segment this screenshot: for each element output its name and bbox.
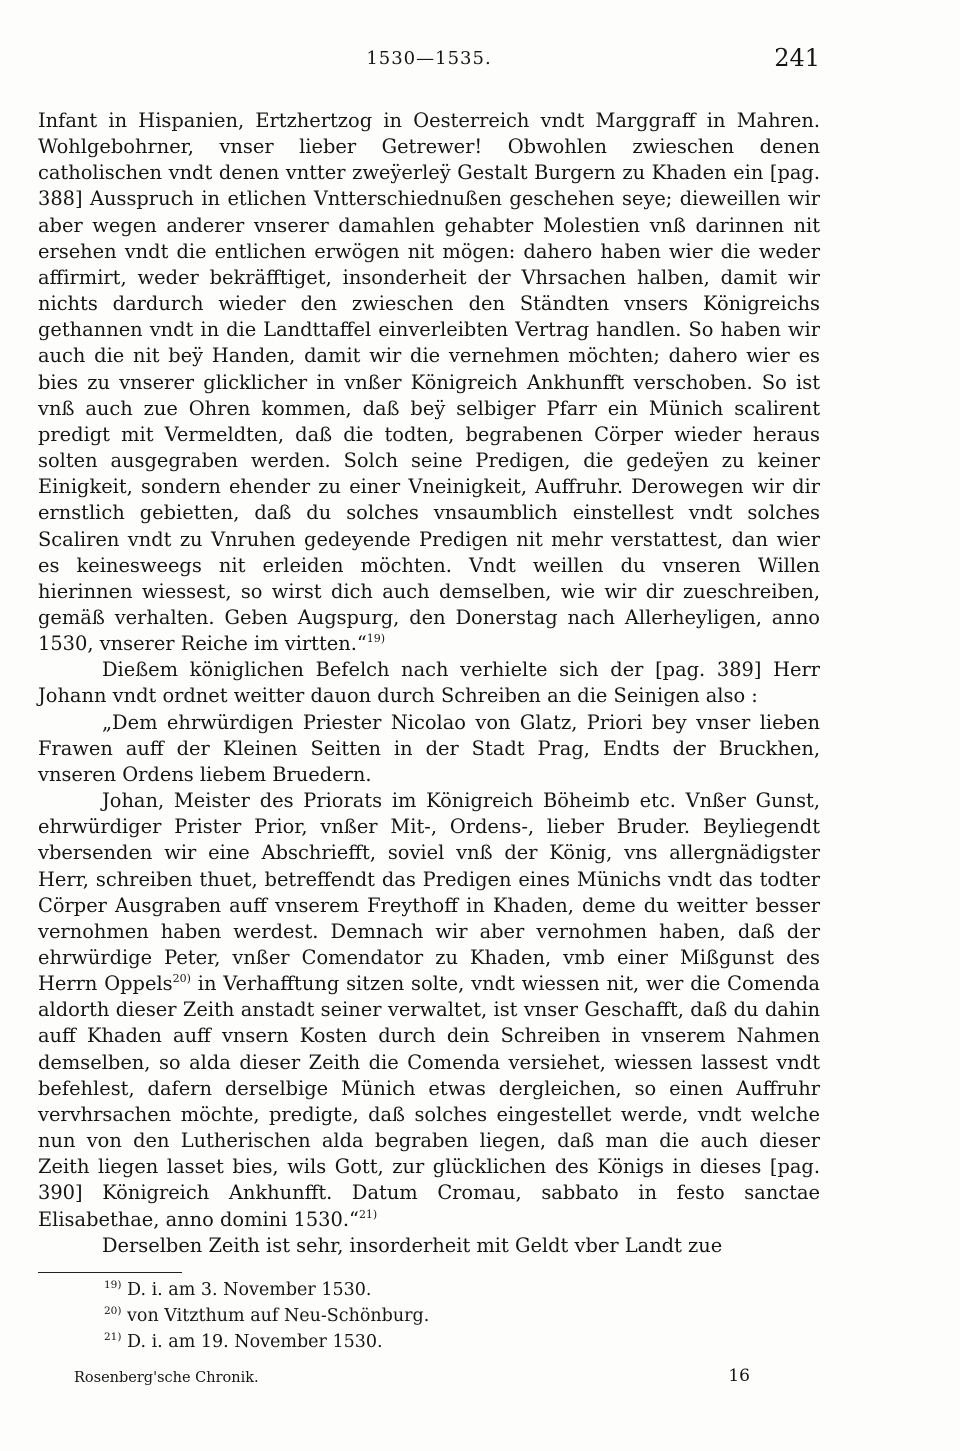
footnote-text: D. i. am 3. November 1530. — [127, 1280, 372, 1300]
footer-source: Rosenberg'sche Chronik. — [74, 1370, 259, 1386]
footnote-reference: 19) — [366, 632, 386, 646]
paragraph — [38, 108, 820, 657]
footnote-mark: 20) — [104, 1305, 122, 1317]
page-number: 241 — [774, 44, 820, 72]
paragraph — [38, 788, 820, 1233]
paragraph-text: Dießem königlichen Befelch nach verhielte sich der [pag. 389] Herr Johann vndt ordnet weitter dauon durch Schreiben an die Seinigen also : — [38, 658, 820, 708]
running-header — [38, 44, 820, 76]
paragraph — [38, 657, 820, 709]
paragraph-text: „Dem ehrwürdigen Priester Nicolao von Glatz, Priori bey vnser lieben Frawen auff der Kleinen Seitten in der Stadt Prag, Endts der Bruckhen, vnseren Ordens liebem Bruedern. — [38, 710, 820, 786]
paragraph — [38, 710, 820, 788]
footnote-reference: 21) — [358, 1207, 378, 1221]
footnote-text: D. i. am 19. November 1530. — [127, 1332, 383, 1352]
paragraph-text: Derselben Zeith ist sehr, insorderheit mit Geldt vber Landt zue — [102, 1233, 723, 1257]
footnote — [104, 1329, 429, 1355]
header-year-range: 1530—1535. — [366, 48, 492, 69]
footnote-rule — [38, 1272, 182, 1273]
footnote-text: von Vitzthum auf Neu-Schönburg. — [127, 1306, 430, 1326]
paragraph-text: Johan, Meister des Priorats im Königreich Böheimb etc. Vnßer Gunst, ehrwürdiger Prister Prior, vnßer Mit-, Ordens-, lieber Bruder. Beyliegendt vbersenden wir eine Abschriefft, soviel vnß der König, vns allergnädigster Herr, schreiben thuet, betreffendt das Predigen eines Münichs vndt das todter Cörper Ausgraben auff vnserem Freythoff in Khaden, deme du weitter besser vernohmen haben werdest. Demnach wir aber vernohmen haben, daß der ehrwürdige Peter, vnßer Comendator zu Khaden, vmb einer Mißgunst des Herrn Oppels — [38, 789, 820, 996]
footnote — [104, 1277, 429, 1303]
signature-mark: 16 — [728, 1366, 750, 1386]
footnote-mark: 19) — [104, 1279, 122, 1291]
main-text — [38, 108, 820, 1259]
paragraph — [38, 1233, 820, 1259]
paragraph-text: Infant in Hispanien, Ertzhertzog in Oesterreich vndt Marggraff in Mahren. Wohlgebohrner, vnser lieber Getrewer! Obwohlen zwieschen denen catholischen vndt denen vntter zweÿerleÿ Gestalt Burgern zu Khaden ein [pag. 388] Ausspruch in etlichen Vntterschiednußen geschehen seye; dieweillen wir aber wegen anderer vnserer damahlen gehabter Molestien vnß darinnen nit ersehen vndt die entlichen erwögen nit mögen: dahero haben wier die weder affirmirt, weder bekräfftiget, insonderheit der Vhrsachen halben, damit wir nichts dardurch wieder den zwieschen den Ständten vnsers Königreichs gethannen vndt in die Landttaffel einverleibten Vertrag handlen. So haben wir auch die nit beÿ Handen, damit wir die vernehmen möchten; dahero wier es bies zu vnserer glicklicher in vnßer Königreich Ankhunfft verschoben. So ist vnß auch zue Ohren kommen, daß beÿ selbiger Pfarr ein Münich scalirent predigt mit Vermeldten, daß die todten, begrabenen Cörper wieder heraus solten ausgegraben werden. Solch seine Predigen, die gedeÿen zu keiner Einigkeit, sondern ehender zu einer Vneinigkeit, Auffruhr. Derowegen wir dir ernstlich gebietten, daß du solches vnsaumblich einstellest vndt solches Scaliren vndt zu Vnruhen gedeyende Predigen nit mehr verstattest, dan wier es keinesweegs nit erleiden möchten. Vndt weillen du vnseren Willen hierinnen wiessest, so wirst dich auch demselben, wie wir dir zueschreiben, gemäß verhalten. Geben Augspurg, den Donerstag nach Allerheyligen, anno 1530, vnserer Reiche im virtten.“ — [38, 109, 820, 656]
footnote-mark: 21) — [104, 1331, 122, 1343]
paragraph-text: in Verhafftung sitzen solte, vndt wiessen nit, wer die Comenda aldorth dieser Zeith anstadt seiner verwaltet, ist vnser Geschafft, daß du dahin auff Khaden auff vnsern Kosten durch dein Schreiben in vnserem Nahmen demselben, so alda dieser Zeith die Comenda versiehet, wiessen lassest vndt befehlest, dafern derselbige Münich etwas dergleichen, so einen Auffruhr vervhrsachen möchte, predigte, daß solches eingestellet werde, vndt welche nun von den Lutherischen alda begraben liegen, daß man die auch dieser Zeith liegen lasset bies, wils Gott, zur glücklichen des Königs in dieses [pag. 390] Königreich Ankhunfft. Datum Cromau, sabbato in festo sanctae Elisabethae, anno domini 1530.“ — [38, 972, 820, 1231]
footnote — [104, 1303, 429, 1329]
footnote-reference: 20) — [172, 972, 191, 986]
footnotes — [104, 1277, 429, 1355]
